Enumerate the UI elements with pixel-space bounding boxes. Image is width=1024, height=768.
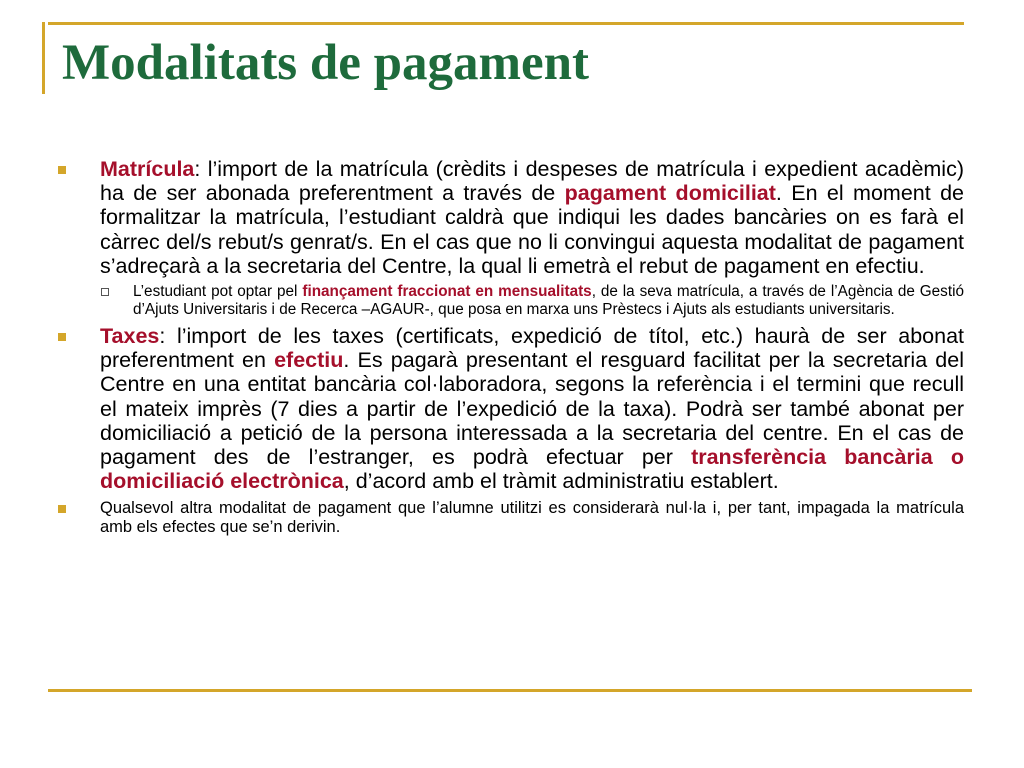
square-bullet-icon bbox=[58, 333, 66, 341]
bullet-text bbox=[100, 499, 964, 537]
top-rule bbox=[48, 22, 964, 25]
sub-bullet-financament bbox=[101, 283, 964, 318]
text-run: , de la seva matrícula, a través de l’Agència de Gestió d’Ajuts Universitaris i de Recerca –AGAUR-, que posa en marxa uns Prèstecs i Ajuts als estudiants universitaris. bbox=[133, 283, 964, 318]
bullet-altres bbox=[58, 499, 964, 537]
bullet-matricula bbox=[58, 157, 964, 278]
text-run: . En el moment de formalitzar la matrícula, l’estudiant caldrà que indiqui les dades bancàries on es farà el càrrec del/s rebut/s genrat/s. En el cas que no li convingui aquesta modalitat de pagament s’adreçarà a la secretaria del Centre, la qual li emetrà el rebut de pagament en efectiu. bbox=[100, 181, 964, 278]
slide-title: Modalitats de pagament bbox=[62, 35, 589, 91]
sub-bullet-text bbox=[133, 283, 964, 318]
hollow-square-bullet-icon bbox=[101, 288, 109, 296]
text-run: , d’acord amb el tràmit administratiu establert. bbox=[343, 469, 779, 494]
bullet-text bbox=[100, 324, 964, 493]
text-run: : l’import de la matrícula (crèdits i despeses de matrícula i expedient acadèmic) ha de ser abonada preferentment a través de bbox=[100, 157, 964, 206]
text-run: Qualsevol altra modalitat de pagament que l’alumne utilitzi es considerarà nul·la i, per tant, impagada la matrícula amb els efectes que se’n derivin. bbox=[100, 499, 964, 537]
keyword: efectiu bbox=[274, 348, 344, 373]
keyword: pagament domiciliat bbox=[564, 181, 776, 206]
slide-content bbox=[58, 157, 964, 537]
text-run: L’estudiant pot optar pel bbox=[133, 283, 303, 301]
text-run: : l’import de les taxes (certificats, expedició de títol, etc.) haurà de ser abonat preferentment en bbox=[100, 324, 964, 373]
bullet-text bbox=[100, 157, 964, 278]
square-bullet-icon bbox=[58, 505, 66, 513]
keyword: transferència bancària o domiciliació electrònica bbox=[100, 445, 964, 494]
bullet-taxes bbox=[58, 324, 964, 493]
square-bullet-icon bbox=[58, 166, 66, 174]
left-rule bbox=[42, 22, 45, 94]
text-run: . Es pagarà presentant el resguard facilitat per la secretaria del Centre en una entitat bancària col·laboradora, segons la referència i el termini que recull el mateix imprès (7 dies a partir de l’expedició de la taxa). Podrà ser també abonat per domiciliació a petició de la persona interessada a la secretaria del centre. En el cas de pagament des de l’estranger, es podrà efectuar per bbox=[100, 348, 965, 470]
keyword: finançament fraccionat en mensualitats bbox=[302, 283, 592, 301]
keyword: Matrícula bbox=[100, 157, 195, 181]
bottom-rule bbox=[48, 689, 972, 692]
keyword: Taxes bbox=[100, 324, 160, 349]
